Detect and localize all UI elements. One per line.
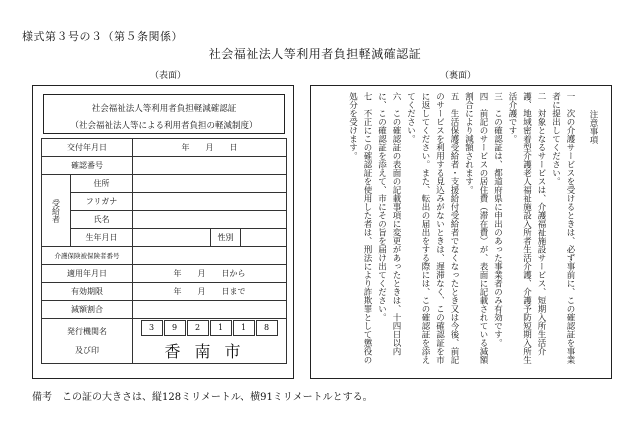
- issuer-label-cell: [42, 319, 133, 364]
- name-field: [133, 211, 287, 229]
- issuer-code-digit: 3: [141, 320, 163, 336]
- certificate-table: [41, 138, 287, 364]
- card-banner: [43, 94, 285, 134]
- reduction-rate-label: 減額割合: [42, 301, 133, 319]
- document-title: 社会福祉法人等利用者負担軽減確認証: [208, 47, 422, 61]
- back-card: [310, 85, 612, 379]
- valid-until-label: 有効期限: [42, 283, 133, 301]
- banner-title: 社会福祉法人等利用者負担軽減確認証: [91, 104, 237, 114]
- cert-number-label: 確認番号: [42, 157, 133, 175]
- issuer-code-digit: 1: [210, 320, 232, 336]
- name-label: 氏名: [71, 211, 133, 229]
- address-label: 住所: [71, 175, 133, 193]
- birth-date-field: [133, 229, 211, 247]
- issuer-code-digit: 9: [164, 320, 186, 336]
- issuer-label: 発行機関名: [67, 327, 107, 336]
- issue-date-label: 交付年月日: [42, 139, 133, 157]
- issuer-code-digit: 8: [256, 320, 278, 336]
- issuer-cell: [133, 319, 287, 364]
- apply-date-label: 適用年月日: [42, 265, 133, 283]
- reduction-rate-field: [133, 301, 287, 319]
- notes-text: 一 次の介護サービスを受けるときは、必ず事前に、この確認証を事業者に提出してください。 二 対象となるサービスは、介護福祉施設サービス、短期入所生活介護、地域密着型介護老人福祉施設入所者生活介護、介護予防短期入所生活介護です。 三 この確認証は、都道府県に申出のあった事業者のみ有効です。 四 前記のサービスの居住費（滞在費）が、表面に記載されている減額割合により減額されます。 五 生活保護受給者・支援給付受給者でなくなったとき又は今後、前記のサービスを利用する見込みがないときは、遅滞なく、この確認証を市に返してください。また、転出の届出をする際には、この確認証を添えてください。 六 この確認証の表面の記載事項に変更があったときは、十四日以内に、この確認証を添えて、市にその旨を届け出てください。 七 不正にこの確認証を使用した者は、刑法により詐欺罪として懲役の処分を受けます。: [347, 92, 575, 364]
- apply-date-value: 年 月 日から: [133, 265, 287, 283]
- address-field: [133, 175, 287, 193]
- furigana-field: [133, 193, 287, 211]
- banner-subtitle: （社会福祉法人等による利用者負担の軽減制度）: [70, 121, 258, 131]
- front-card: [32, 85, 294, 379]
- issuer-name: 香南市: [164, 342, 255, 361]
- issuer-code: [136, 320, 283, 336]
- sex-label: 性別: [211, 229, 241, 247]
- footer-note: 備考 この証の大きさは、縦128ミリメートル、横91ミリメートルとする。: [32, 392, 373, 403]
- sex-field: [241, 229, 287, 247]
- form-number-label: 様式第３号の３（第５条関係）: [22, 30, 183, 43]
- issue-date-value: 年 月 日: [133, 139, 287, 157]
- birth-date-label: 生年月日: [71, 229, 133, 247]
- recipient-label: 受給者: [42, 175, 71, 247]
- notes-title: 注意事項: [588, 110, 598, 144]
- insured-number-field: [133, 247, 287, 265]
- issuer-code-digit: 1: [233, 320, 255, 336]
- issuer-code-digit: 2: [187, 320, 209, 336]
- seal-label: 及び印: [75, 346, 99, 355]
- cert-number-field: [133, 157, 287, 175]
- insured-number-label: 介護保険被保険者番号: [42, 247, 133, 265]
- valid-until-value: 年 月 日まで: [133, 283, 287, 301]
- back-side-heading: （裏面）: [440, 71, 477, 81]
- furigana-label: フリガナ: [71, 193, 133, 211]
- front-side-heading: （表面）: [150, 71, 187, 81]
